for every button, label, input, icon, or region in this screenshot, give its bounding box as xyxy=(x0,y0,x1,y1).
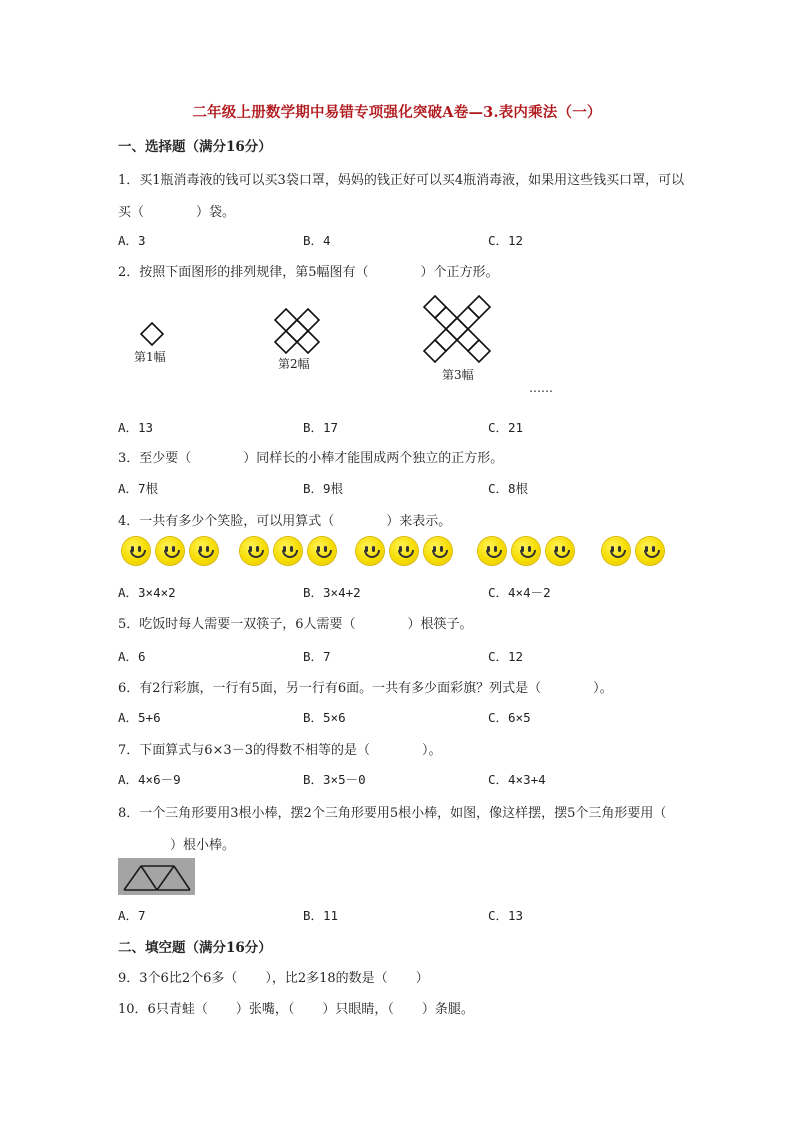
question-7 xyxy=(118,739,442,758)
question-4 xyxy=(118,510,451,529)
option-a[interactable]: A．13 xyxy=(118,420,154,435)
question-9-text-b: ），比2多18的数是（ xyxy=(265,971,388,986)
question-9 xyxy=(118,967,429,986)
smiley-face-icon xyxy=(122,537,150,565)
pattern-figure-2 xyxy=(274,308,320,354)
question-4-text-b: ）来表示。 xyxy=(386,514,452,529)
smiley-face-icon xyxy=(602,537,630,565)
smiley-face-icon xyxy=(190,537,218,565)
question-10-text-a: 10．6只青蛙（ xyxy=(118,1002,208,1017)
question-9-text-a: 9．3个6比2个6多（ xyxy=(118,971,238,986)
option-b[interactable]: B．17 xyxy=(303,420,339,435)
question-10-text-b: ）张嘴，（ xyxy=(235,1002,295,1017)
question-3 xyxy=(118,447,503,466)
option-b[interactable]: B．3×5－0 xyxy=(303,772,366,787)
question-6-text-a: 6．有2行彩旗，一行有5面，另一行有6面。一共有多少面彩旗？列式是（ xyxy=(118,681,542,696)
option-c[interactable]: C．8根 xyxy=(488,481,529,496)
option-a[interactable]: A．3 xyxy=(118,233,146,248)
option-c[interactable]: C．4×3+4 xyxy=(488,772,546,787)
option-a[interactable]: A．7 xyxy=(118,908,146,923)
option-b[interactable]: B．11 xyxy=(303,908,339,923)
smiley-face-icon xyxy=(636,537,664,565)
question-3-text-a: 3．至少要（ xyxy=(118,451,192,466)
question-2-text-a: 2．按照下面图形的排列规律，第5幅图有（ xyxy=(118,265,369,280)
question-10-text-d: ）条腿。 xyxy=(421,1002,474,1017)
smiley-face-icon xyxy=(356,537,384,565)
option-c[interactable]: C．21 xyxy=(488,420,524,435)
section-heading-choice: 一、选择题（满分16分） xyxy=(118,139,272,155)
option-c[interactable]: C．12 xyxy=(488,233,524,248)
option-b[interactable]: B．5×6 xyxy=(303,710,346,725)
question-7-text-b: ）。 xyxy=(421,743,442,758)
question-5-text-a: 5．吃饭时每人需要一双筷子，6人需要（ xyxy=(118,617,356,632)
figure-label-3: 第3幅 xyxy=(442,368,474,382)
pattern-figure-3 xyxy=(423,295,491,363)
option-a[interactable]: A．3×4×2 xyxy=(118,585,176,600)
document-title: 二年级上册数学期中易错专项强化突破A卷—3.表内乘法（一） xyxy=(192,104,602,121)
question-9-text-c: ） xyxy=(415,971,429,986)
option-c[interactable]: C．6×5 xyxy=(488,710,531,725)
question-3-text-b: ）同样长的小棒才能围成两个独立的正方形。 xyxy=(243,451,504,466)
option-a[interactable]: A．6 xyxy=(118,649,146,664)
option-a[interactable]: A．5+6 xyxy=(118,710,161,725)
figure-label-2: 第2幅 xyxy=(278,357,310,371)
smiley-face-icon xyxy=(240,537,268,565)
option-c[interactable]: C．4×4－2 xyxy=(488,585,551,600)
triangles-sticks-image xyxy=(118,858,195,895)
question-2-text-b: ）个正方形。 xyxy=(420,265,499,280)
smiley-face-icon xyxy=(274,537,302,565)
option-b[interactable]: B．7 xyxy=(303,649,331,664)
section-heading-fill: 二、填空题（满分16分） xyxy=(118,940,272,956)
option-a[interactable]: A．7根 xyxy=(118,481,159,496)
smiley-face-icon xyxy=(424,537,452,565)
smiley-face-icon xyxy=(512,537,540,565)
smiley-face-icon xyxy=(546,537,574,565)
question-6-text-b: ）。 xyxy=(593,681,613,696)
figure-label-1: 第1幅 xyxy=(134,350,166,364)
question-2 xyxy=(118,261,499,280)
question-1 xyxy=(118,165,688,229)
question-10-text-c: ）只眼睛，（ xyxy=(322,1002,394,1017)
question-5-text-b: ）根筷子。 xyxy=(407,617,473,632)
smiley-face-icon xyxy=(156,537,184,565)
option-c[interactable]: C．13 xyxy=(488,908,524,923)
option-b[interactable]: B．9根 xyxy=(303,481,344,496)
option-a[interactable]: A．4×6－9 xyxy=(118,772,181,787)
option-b[interactable]: B．4 xyxy=(303,233,331,248)
question-7-text-a: 7．下面算式与6×3－3的得数不相等的是（ xyxy=(118,743,370,758)
smiley-face-icon xyxy=(308,537,336,565)
question-1-text-a: 1．买1瓶消毒液的钱可以买3袋口罩，妈妈的钱正好可以买4瓶消毒液，如果用这些钱买口罩，可以买（ xyxy=(118,173,685,220)
option-b[interactable]: B．3×4+2 xyxy=(303,585,361,600)
question-8-text-a: 8．一个三角形要用3根小棒，摆2个三角形要用5根小棒，如图，像这样摆，摆5个三角形要用（ xyxy=(118,806,667,821)
question-4-text-a: 4．一共有多少个笑脸，可以用算式（ xyxy=(118,514,335,529)
pattern-figure-1 xyxy=(140,322,164,346)
question-6 xyxy=(118,677,613,696)
smiley-face-icon xyxy=(478,537,506,565)
continuation-dots: …… xyxy=(529,381,553,395)
smiley-face-icon xyxy=(390,537,418,565)
question-1-text-b: ）袋。 xyxy=(196,205,236,220)
question-10 xyxy=(118,998,474,1017)
question-5 xyxy=(118,613,473,632)
question-8-text-b: ）根小棒。 xyxy=(170,838,236,853)
option-c[interactable]: C．12 xyxy=(488,649,524,664)
question-8 xyxy=(118,798,688,862)
